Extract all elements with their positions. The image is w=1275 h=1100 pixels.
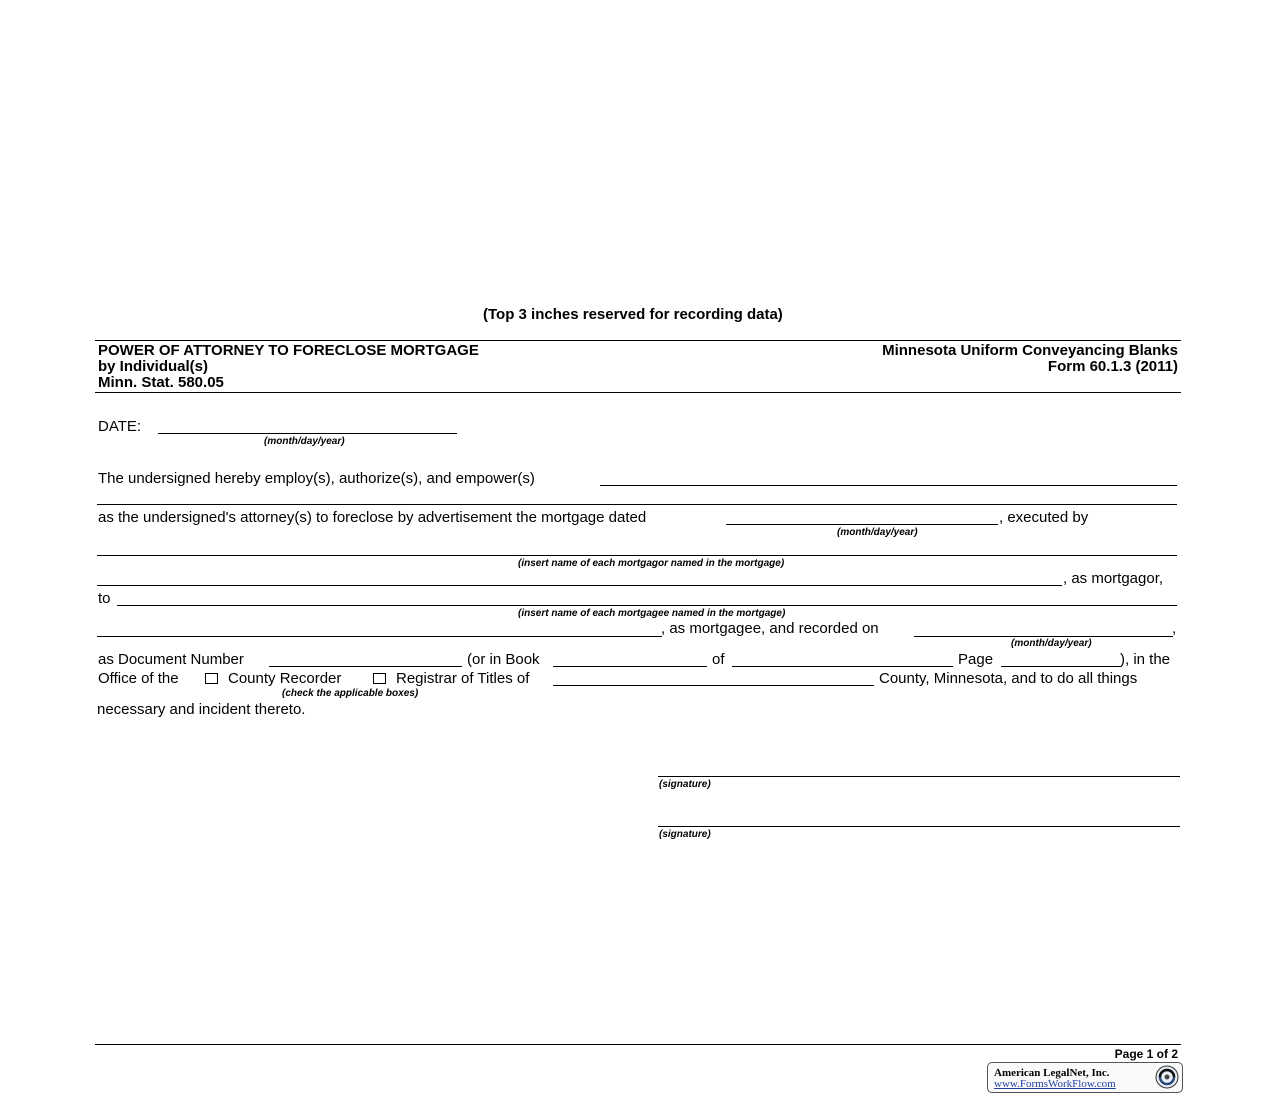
mortgagor-name-field-continued[interactable] <box>97 585 1062 586</box>
mortgage-date-caption: (month/day/year) <box>837 527 918 538</box>
signature-line-2[interactable] <box>658 826 1180 827</box>
header-bottom-rule <box>95 392 1181 393</box>
to-text: to <box>98 590 111 607</box>
date-caption: (month/day/year) <box>264 436 345 447</box>
check-boxes-caption: (check the applicable boxes) <box>282 688 419 699</box>
signature-caption-1: (signature) <box>659 779 711 790</box>
header-top-rule <box>95 340 1181 341</box>
signature-caption-2: (signature) <box>659 829 711 840</box>
empower-text: The undersigned hereby employ(s), authorize(s), and empower(s) <box>98 470 535 487</box>
attorney-name-field[interactable] <box>600 485 1177 486</box>
document-number-field[interactable] <box>269 666 462 667</box>
closing-text: necessary and incident thereto. <box>97 701 306 718</box>
form-number: Form 60.1.3 (2011) <box>1047 358 1178 375</box>
office-of-the-text: Office of the <box>98 670 179 687</box>
attorney-name-field-continued[interactable] <box>97 504 1177 505</box>
page-label: Page <box>958 651 994 668</box>
american-legalnet-logo[interactable] <box>987 1062 1183 1093</box>
of-label: of <box>712 651 725 668</box>
county-recorder-checkbox[interactable] <box>205 673 218 684</box>
document-number-label: as Document Number <box>98 651 244 668</box>
as-mortgagor-text: , as mortgagor, <box>1063 570 1164 587</box>
date-field[interactable] <box>158 433 457 434</box>
comma-text: , <box>1172 620 1177 637</box>
mortgagee-name-field[interactable] <box>117 605 1177 606</box>
or-in-book-label: (or in Book <box>467 651 540 668</box>
mortgagor-name-field[interactable] <box>97 555 1177 556</box>
recording-note: (Top 3 inches reserved for recording data) <box>483 306 783 323</box>
form-series: Minnesota Uniform Conveyancing Blanks <box>882 342 1178 359</box>
signature-line-1[interactable] <box>658 776 1180 777</box>
county-minnesota-text: County, Minnesota, and to do all things <box>879 670 1138 687</box>
book-field[interactable] <box>553 666 707 667</box>
mortgage-date-field[interactable] <box>726 524 998 525</box>
book-of-field[interactable] <box>732 666 953 667</box>
form-subtitle: by Individual(s) <box>98 358 209 375</box>
executed-by-text: , executed by <box>999 509 1089 526</box>
page-number: Page 1 of 2 <box>1114 1047 1178 1061</box>
globe-icon <box>1155 1065 1179 1089</box>
footer-rule <box>95 1044 1181 1045</box>
mortgagee-caption: (insert name of each mortgagee named in the mortgage) <box>518 608 786 619</box>
logo-url[interactable]: www.FormsWorkFlow.com <box>994 1078 1116 1090</box>
in-the-text: ), in the <box>1120 651 1171 668</box>
page-field[interactable] <box>1001 666 1121 667</box>
form-title: POWER OF ATTORNEY TO FORECLOSE MORTGAGE <box>98 342 479 359</box>
logo-company-name: American LegalNet, Inc. <box>994 1067 1110 1079</box>
county-recorder-label: County Recorder <box>228 670 342 687</box>
statute-reference: Minn. Stat. 580.05 <box>98 374 224 391</box>
recorded-date-caption: (month/day/year) <box>1011 638 1092 649</box>
as-mortgagee-text: , as mortgagee, and recorded on <box>661 620 879 637</box>
county-field[interactable] <box>553 685 874 686</box>
mortgagee-name-field-continued[interactable] <box>97 636 662 637</box>
mortgagor-caption: (insert name of each mortgagor named in the mortgage) <box>518 558 785 569</box>
foreclose-text: as the undersigned's attorney(s) to foreclose by advertisement the mortgage dated <box>98 509 647 526</box>
date-label: DATE: <box>98 418 142 435</box>
registrar-label: Registrar of Titles of <box>396 670 530 687</box>
registrar-checkbox[interactable] <box>373 673 386 684</box>
recorded-date-field[interactable] <box>914 636 1173 637</box>
